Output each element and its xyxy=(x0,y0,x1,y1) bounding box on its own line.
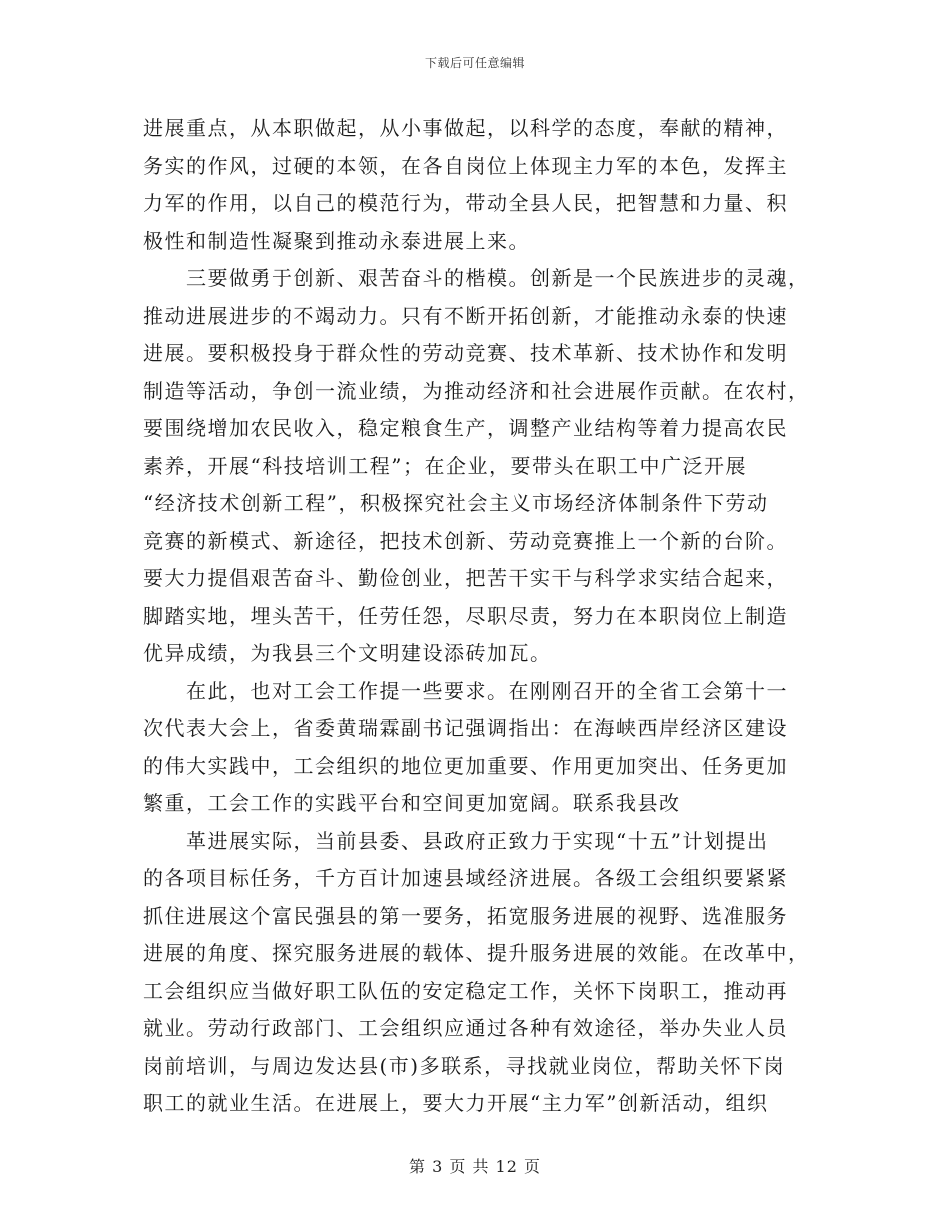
text-line: 在此，也对工会工作提一些要求。在刚刚召开的全省工会第十一 xyxy=(143,678,788,703)
text-line: 脚踏实地，埋头苦干，任劳任怨，尽职尽责，努力在本职岗位上制造 xyxy=(143,603,788,628)
text-line: 抓住进展这个富民强县的第一要务，拓宽服务进展的视野、选准服务 xyxy=(143,903,788,928)
text-line: 务实的作风，过硬的本领，在各自岗位上体现主力军的本色，发挥主 xyxy=(143,153,788,178)
text-line: 进展重点，从本职做起，从小事做起，以科学的态度，奉献的精神， xyxy=(143,116,788,140)
text-line: 素养，开展“科技培训工程”；在企业，要带头在职工中广泛开展 xyxy=(143,453,747,478)
text-line: 的伟大实践中，工会组织的地位更加重要、作用更加突出、任务更加 xyxy=(143,753,788,778)
text-line: 次代表大会上，省委黄瑞霖副书记强调指出：在海峡西岸经济区建设 xyxy=(143,716,788,740)
text-line: 制造等活动，争创一流业绩，为推动经济和社会进展作贡献。在农村， xyxy=(143,378,810,403)
text-line: 三要做勇于创新、艰苦奋斗的楷模。创新是一个民族进步的灵魂， xyxy=(143,266,810,290)
text-line: 就业。劳动行政部门、工会组织应通过各种有效途径，举办失业人员 xyxy=(143,1016,788,1040)
text-line: 要大力提倡艰苦奋斗、勤俭创业，把苦干实干与科学求实结合起来， xyxy=(143,566,788,590)
text-line: 繁重，工会工作的实践平台和空间更加宽阔。联系我县改 xyxy=(143,791,681,815)
text-line: 要围绕增加农民收入，稳定粮食生产，调整产业结构等着力提高农民 xyxy=(143,416,788,440)
text-line: 职工的就业生活。在进展上，要大力开展“主力军”创新活动，组织 xyxy=(143,1091,769,1115)
document-body xyxy=(143,110,810,1123)
text-line: 革进展实际，当前县委、县政府正致力于实现“十五”计划提出 xyxy=(143,828,769,853)
text-line: “经济技术创新工程”，积极探究社会主义市场经济体制条件下劳动 xyxy=(143,491,769,515)
text-line: 进展。要积极投身于群众性的劳动竞赛、技术革新、技术协作和发明 xyxy=(143,341,788,365)
page-header: 下载后可任意编辑 xyxy=(424,56,525,70)
text-line: 竞赛的新模式、新途径，把技术创新、劳动竞赛推上一个新的台阶。 xyxy=(143,528,788,553)
text-line: 进展的角度、探究服务进展的载体、提升服务进展的效能。在改革中， xyxy=(143,941,810,965)
page-number: 第 3 页 共 12 页 xyxy=(409,1157,541,1176)
text-line: 岗前培训，与周边发达县(市)多联系，寻找就业岗位，帮助关怀下岗 xyxy=(143,1053,786,1078)
text-line: 工会组织应当做好职工队伍的安定稳定工作，关怀下岗职工，推动再 xyxy=(143,978,788,1003)
text-line: 力军的作用，以自己的模范行为，带动全县人民，把智慧和力量、积 xyxy=(143,191,788,215)
text-line: 极性和制造性凝聚到推动永泰进展上来。 xyxy=(143,228,530,253)
text-line: 优异成绩，为我县三个文明建设添砖加瓦。 xyxy=(143,641,552,665)
text-line: 推动进展进步的不竭动力。只有不断开拓创新，才能推动永泰的快速 xyxy=(143,303,788,328)
text-line: 的各项目标任务，千方百计加速县域经济进展。各级工会组织要紧紧 xyxy=(143,866,788,890)
